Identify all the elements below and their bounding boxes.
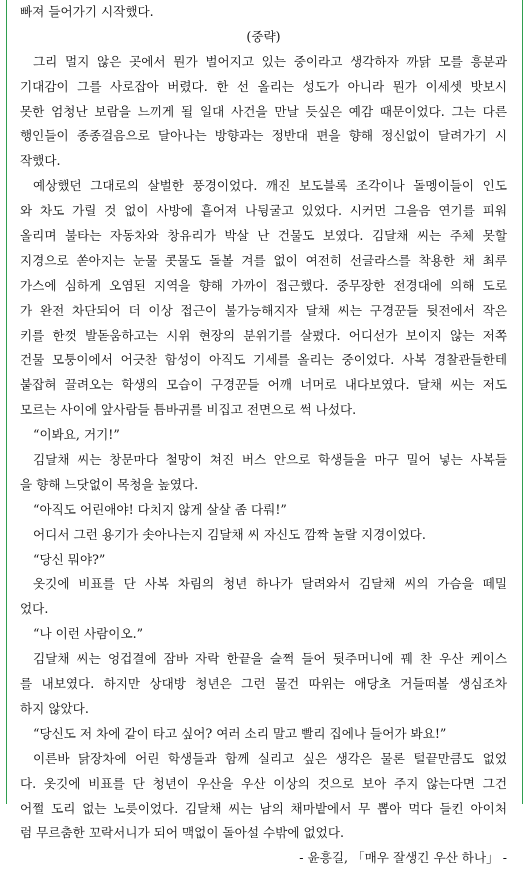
text-line: 어디서 그런 용기가 솟아나는지 김달채 씨 자신도 깜짝 놀랄 지경이었다. [33,526,426,542]
text-line: 어쩔 도리 없는 노릇이었다. 김달채 씨는 남의 채마밭에서 무 뽑아 먹다 들킨 아이처 [20,800,507,816]
text-line: “나 이런 사람이오.” [33,626,144,642]
source-citation: - 윤흥길, 「매우 잘생긴 우산 하나」 - [299,850,507,866]
text-line: 럼 무르춤한 꼬락서니가 되어 맥없이 돌아설 수밖에 없었다. [20,825,344,841]
text-line: 을 향해 느닷없이 목청을 높였다. [20,476,199,492]
text-line: 김달채 씨는 엉겁결에 잠바 자락 한끝을 슬쩍 들어 뒷주머니에 꿰 찬 우산 케이스 [33,651,507,667]
text-line: 빠져 들어가기 시작했다. [20,4,154,19]
text-line: 행인들이 종종걸음으로 달아나는 방향과는 정반대 편을 향해 정신없이 달려가기 시 [20,128,507,144]
text-line: 기대감이 그를 사로잡아 버렸다. 한 선 올리는 성도가 아니라 뭔가 이세셋 밧보시 [20,78,507,94]
omission-marker: (중략) [246,28,281,44]
text-line: “이봐요, 거기!” [33,427,120,443]
text-line: 하지 않았다. [20,700,89,716]
text-line: “당신도 저 차에 같이 타고 싶어? 여러 소리 말고 빨리 집에나 들어가 봐요!” [33,725,447,741]
document-body [20,0,507,871]
text-line: 올리며 불타는 자동차와 창유리가 박살 난 건물도 보였다. 김달채 씨는 주체 못할 [20,228,507,244]
text-line: 었다. [20,601,49,617]
text-line: “당신 뭐야?” [33,551,106,567]
text-line: 이른바 닭장차에 어린 학생들과 함께 실리고 싶은 생각은 물론 털끝만큼도 없었 [33,750,507,766]
text-line: 지경으로 쏟아지는 눈물 콧물도 돌볼 겨를 없이 여전히 선글라스를 착용한 채 최루 [20,252,507,268]
text-line: 키를 한껏 발돋움하고는 시위 현장의 분위기를 살폈다. 어디선가 보이지 않는 저쪽 [20,327,507,343]
text-line: 못한 엄청난 보람을 느끼게 될 일대 사건을 만날 듯싶은 예감 때문이었다. 그는 다른 [20,103,507,119]
text-line: 작했다. [20,153,61,169]
text-line: 옷깃에 비표를 단 사복 차림의 청년 하나가 달려와서 김달채 씨의 가슴을 떼밀 [33,576,507,592]
text-line: 와 차도 가릴 것 없이 사방에 흩어져 나뒹굴고 있었다. 시커먼 그을음 연기를 피워 [20,203,507,219]
text-line: 를 내보였다. 하지만 상대방 청년은 그런 물건 따위는 애당초 거들떠볼 생심조차 [20,676,507,692]
text-line: 그리 멀지 않은 곳에서 뭔가 벌어지고 있는 중이라고 생각하자 까닭 모를 흥분과 [33,53,507,69]
text-line: 붙잡혀 끌려오는 학생의 모습이 구경꾼들 어깨 너머로 내다보였다. 달채 씨는 저도 [20,377,507,393]
text-line: “아직도 어린애야! 다치지 않게 살살 좀 다뤄!” [33,501,287,517]
text-line: 다. 옷깃에 비표를 단 청년이 우산을 우산 이상의 것으로 보아 주지 않는다면 그건 [20,775,507,791]
text-line: 건물 모퉁이에서 어긋찬 함성이 아직도 기세를 올리는 중이었다. 사복 경찰관들한테 [20,352,507,368]
text-line: 가 완전 차단되어 더 이상 접근이 불가능해지자 달채 씨는 구경꾼들 뒷전에서 작은 [20,302,507,318]
text-line: 가스에 심하게 오염된 지역을 향해 가까이 접근했다. 중무장한 전경대에 의해 도로 [20,277,507,293]
text-line: 예상했던 그대로의 살벌한 풍경이었다. 깨진 보도블록 조각이나 돌멩이들이 인도 [33,178,507,194]
text-line: 모르는 사이에 앞사람들 틈바귀를 비집고 전면으로 썩 나섰다. [20,402,357,418]
text-line: 김달채 씨는 창문마다 철망이 쳐진 버스 안으로 학생들을 마구 밀어 넣는 사복들 [33,452,507,468]
